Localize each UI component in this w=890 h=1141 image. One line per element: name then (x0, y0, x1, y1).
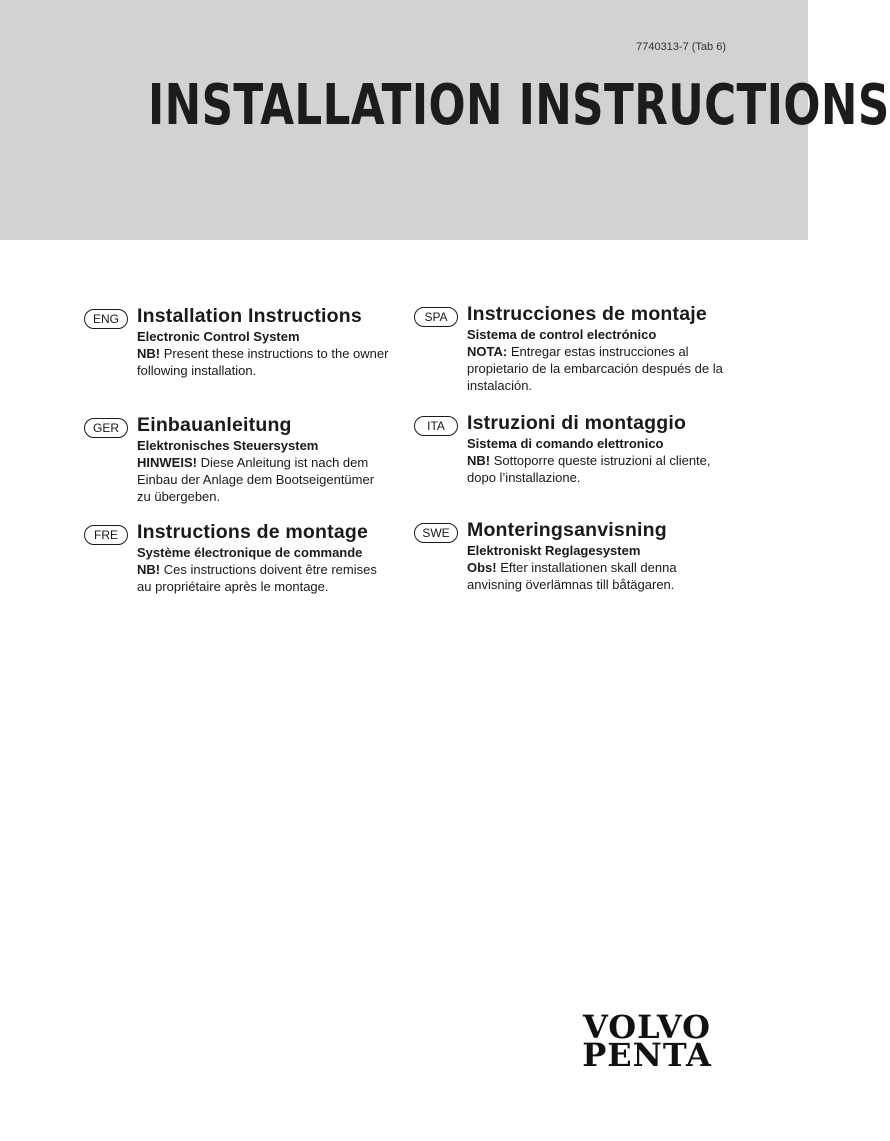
note-text: Efter installationen skall denna anvisning överlämnas till båtägaren. (467, 560, 677, 592)
note-label: Obs! (467, 560, 497, 575)
language-badge-eng: ENG (84, 309, 128, 329)
section-title: Einbauanleitung (137, 414, 292, 436)
section-subtitle: Elektroniskt Reglagesystem (467, 543, 641, 558)
language-badge-spa: SPA (414, 307, 458, 327)
note-text: Sottoporre queste istruzioni al cliente, dopo l’installazione. (467, 453, 711, 485)
section-title: Instructions de montage (137, 521, 369, 543)
section-title: Installation Instructions (137, 305, 362, 327)
note-label: NB! (137, 562, 161, 577)
section-ita (427, 411, 727, 486)
section-spa (424, 302, 727, 394)
section-subtitle: Elektronisches Steuersystem (137, 438, 319, 453)
logo-line-1: VOLVO (583, 1008, 711, 1046)
note-label: NB! (467, 453, 491, 468)
section-title: Instrucciones de montaje (467, 303, 707, 325)
note-text: Ces instructions doivent être remises au propriétaire après le montage. (137, 562, 377, 594)
volvo-penta-logo (566, 1008, 728, 1074)
note-text: Diese Anleitung ist nach dem Einbau der Anlage dem Bootseigentümer zu übergeben. (137, 455, 375, 504)
section-subtitle: Electronic Control System (137, 329, 300, 344)
language-badge-fre: FRE (84, 525, 128, 545)
section-title: Monteringsanvisning (467, 519, 667, 541)
language-badge-swe: SWE (414, 523, 458, 543)
section-eng (92, 304, 427, 379)
section-subtitle: Sistema di comando elettronico (467, 436, 664, 451)
section-note (137, 561, 392, 595)
section-subtitle: Sistema de control electrónico (467, 327, 657, 342)
section-fre (94, 520, 427, 595)
note-text: Entregar estas instrucciones al propietario de la embarcación después de la instalación. (467, 344, 723, 393)
section-note (467, 559, 725, 593)
note-label: NB! (137, 346, 161, 361)
note-text: Present these instructions to the owner following installation. (137, 346, 389, 378)
header-band (0, 0, 890, 240)
section-swe (422, 518, 727, 593)
document-number: 7740313-7 (Tab 6) (636, 41, 726, 53)
section-note (137, 454, 387, 505)
note-label: NOTA: (467, 344, 508, 359)
section-subtitle: Système électronique de commande (137, 545, 363, 560)
section-note (467, 452, 725, 486)
logo-line-2: PENTA (582, 1036, 712, 1074)
language-badge-ger: GER (84, 418, 128, 438)
language-badge-ita: ITA (414, 416, 458, 436)
note-label: HINWEIS! (137, 455, 197, 470)
page-title: INSTALLATION INSTRUCTIONS (148, 73, 890, 138)
section-ger (92, 413, 427, 505)
section-title: Istruzioni di montaggio (467, 412, 687, 434)
section-note (467, 343, 725, 394)
section-note (137, 345, 427, 379)
